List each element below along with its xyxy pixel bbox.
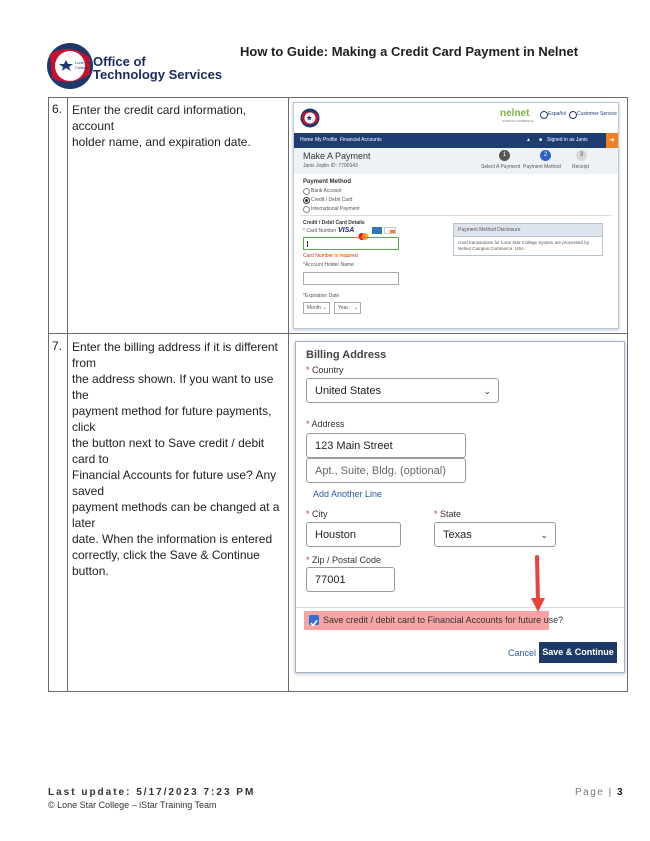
step-number: 6.	[52, 102, 63, 116]
disclosure-box	[453, 223, 603, 256]
radio-international[interactable]	[303, 206, 310, 213]
page-number: Page | 3	[575, 787, 625, 798]
step-1-circle: 1	[499, 150, 510, 161]
table-column-divider	[288, 97, 289, 692]
step-2-label: Payment Method	[523, 164, 561, 170]
account-holder-input[interactable]	[303, 272, 399, 285]
chevron-down-icon: ⌄	[353, 305, 358, 311]
save-card-checkbox[interactable]	[309, 615, 319, 625]
method-international: International Payment	[311, 206, 360, 212]
page-header	[294, 148, 618, 174]
address-label: * Address	[306, 419, 345, 429]
logout-button[interactable]	[606, 133, 618, 148]
chevron-down-icon: ⌄	[322, 305, 327, 311]
chevron-down-icon: ⌄	[540, 530, 548, 540]
address-input[interactable]: 123 Main Street	[306, 433, 466, 458]
divider	[300, 215, 612, 216]
state-select[interactable]: Texas ⌄	[434, 522, 556, 547]
amex-logo	[372, 227, 382, 234]
visa-logo: VISA	[338, 227, 355, 234]
zip-input[interactable]: 77001	[306, 567, 395, 592]
city-input[interactable]: Houston	[306, 522, 401, 547]
method-bank-account: Bank Account	[311, 188, 342, 194]
payment-method-heading: Payment Method	[303, 179, 352, 185]
save-card-label: Save credit / debit card to Financial Accounts for future use?	[323, 615, 564, 625]
month-select[interactable]: Month ⌄	[303, 302, 330, 314]
save-continue-button[interactable]: Save & Continue	[539, 642, 617, 663]
last-update: Last update: 5/17/2023 7:23 PM	[48, 787, 256, 798]
user-id: Janis Joplin ID: 7700343	[303, 163, 358, 169]
country-select[interactable]: United States ⌄	[306, 378, 499, 403]
account-holder-label: *Account Holder Name	[303, 262, 354, 268]
step-2-circle: 2	[540, 150, 551, 161]
lsc-small-logo-icon	[300, 108, 320, 133]
step-7-text: Enter the billing address if it is different from the address shown. If you want to use the payment method for future payments, click the button next to Save credit / debit card to Financial Accounts for future use? Any saved payment methods can be changed at a later date. When the information is entered correctly, click the Save & Continue button.	[72, 340, 280, 578]
zip-label: * Zip / Postal Code	[306, 555, 382, 565]
disclosure-title: Payment Method Disclosure	[454, 224, 602, 237]
nav-my-profile[interactable]: My Profile	[315, 137, 338, 143]
step-3-circle: 3	[576, 150, 587, 161]
texas-star-logo-icon	[46, 40, 94, 92]
chevron-down-icon: ⌄	[483, 386, 491, 396]
payment-method-screenshot	[293, 102, 619, 329]
card-details-heading: Credit / Debit Card Details	[303, 220, 365, 226]
document-title: How to Guide: Making a Credit Card Payment in Nelnet	[240, 44, 579, 59]
disclosure-text: Card transactions for Lone Star College System are processed by Nelnet Campus Commerce, USA.	[458, 240, 590, 251]
discover-logo	[384, 227, 396, 234]
method-credit-card: Credit / Debit Card	[311, 197, 353, 203]
billing-heading: Billing Address	[306, 349, 387, 361]
nav-bar	[294, 133, 618, 148]
cancel-link[interactable]: Cancel	[508, 648, 537, 658]
customer-service-link[interactable]: Customer Service	[577, 111, 617, 117]
red-arrow-icon	[530, 554, 546, 616]
step-1-label: Select A Payment	[481, 164, 521, 170]
card-number-label: * Card Number	[303, 228, 337, 234]
expiration-label: *Expiration Date	[303, 293, 340, 299]
copyright: © Lone Star College – iStar Training Team	[48, 800, 217, 810]
info-icon	[569, 111, 577, 119]
card-number-error: Card Number is required	[303, 253, 358, 259]
table-column-divider	[67, 97, 68, 692]
nav-financial-accounts[interactable]: Financial Accounts	[340, 137, 382, 143]
bell-icon[interactable]: ▲	[526, 137, 531, 143]
billing-address-screenshot	[295, 341, 625, 673]
radio-bank-account[interactable]	[303, 188, 310, 195]
city-label: * City	[306, 509, 328, 519]
add-another-line-link[interactable]: Add Another Line	[313, 489, 383, 499]
year-select[interactable]: Year ⌄	[334, 302, 361, 314]
globe-icon	[540, 111, 548, 119]
lock-icon: ■	[539, 137, 543, 143]
step-6-text: Enter the credit card information, account holder name, and expiration date.	[72, 103, 251, 149]
table-row-divider	[48, 333, 628, 334]
state-label: * State	[434, 509, 462, 519]
office-name	[93, 55, 222, 81]
address-line-2-input[interactable]: Apt., Suite, Bldg. (optional)	[306, 458, 466, 483]
step-3-label: Receipt	[572, 164, 589, 170]
card-number-input[interactable]	[303, 237, 399, 250]
logout-icon: ➜	[609, 137, 615, 144]
mastercard-logo	[358, 227, 369, 234]
logo-text-1: Lone Star	[75, 60, 93, 65]
page-title: Make A Payment	[303, 151, 371, 161]
country-label: * Country	[306, 365, 344, 375]
signed-in-label: Signed in as Janis	[547, 137, 588, 143]
office-line-2: Technology Services	[93, 67, 223, 82]
checkmark-icon	[309, 618, 319, 628]
radio-credit-card[interactable]	[303, 197, 310, 204]
nav-home[interactable]: Home	[300, 137, 314, 143]
espanol-link[interactable]: Español	[548, 111, 567, 117]
logo-text-2: College	[75, 65, 89, 70]
office-line-1: Office of	[93, 54, 146, 69]
nelnet-brand-sub: CAMPUS COMMERCE	[502, 119, 534, 123]
step-number: 7.	[52, 339, 63, 353]
nelnet-brand: nelnet	[500, 108, 530, 119]
footer-divider	[296, 607, 624, 608]
